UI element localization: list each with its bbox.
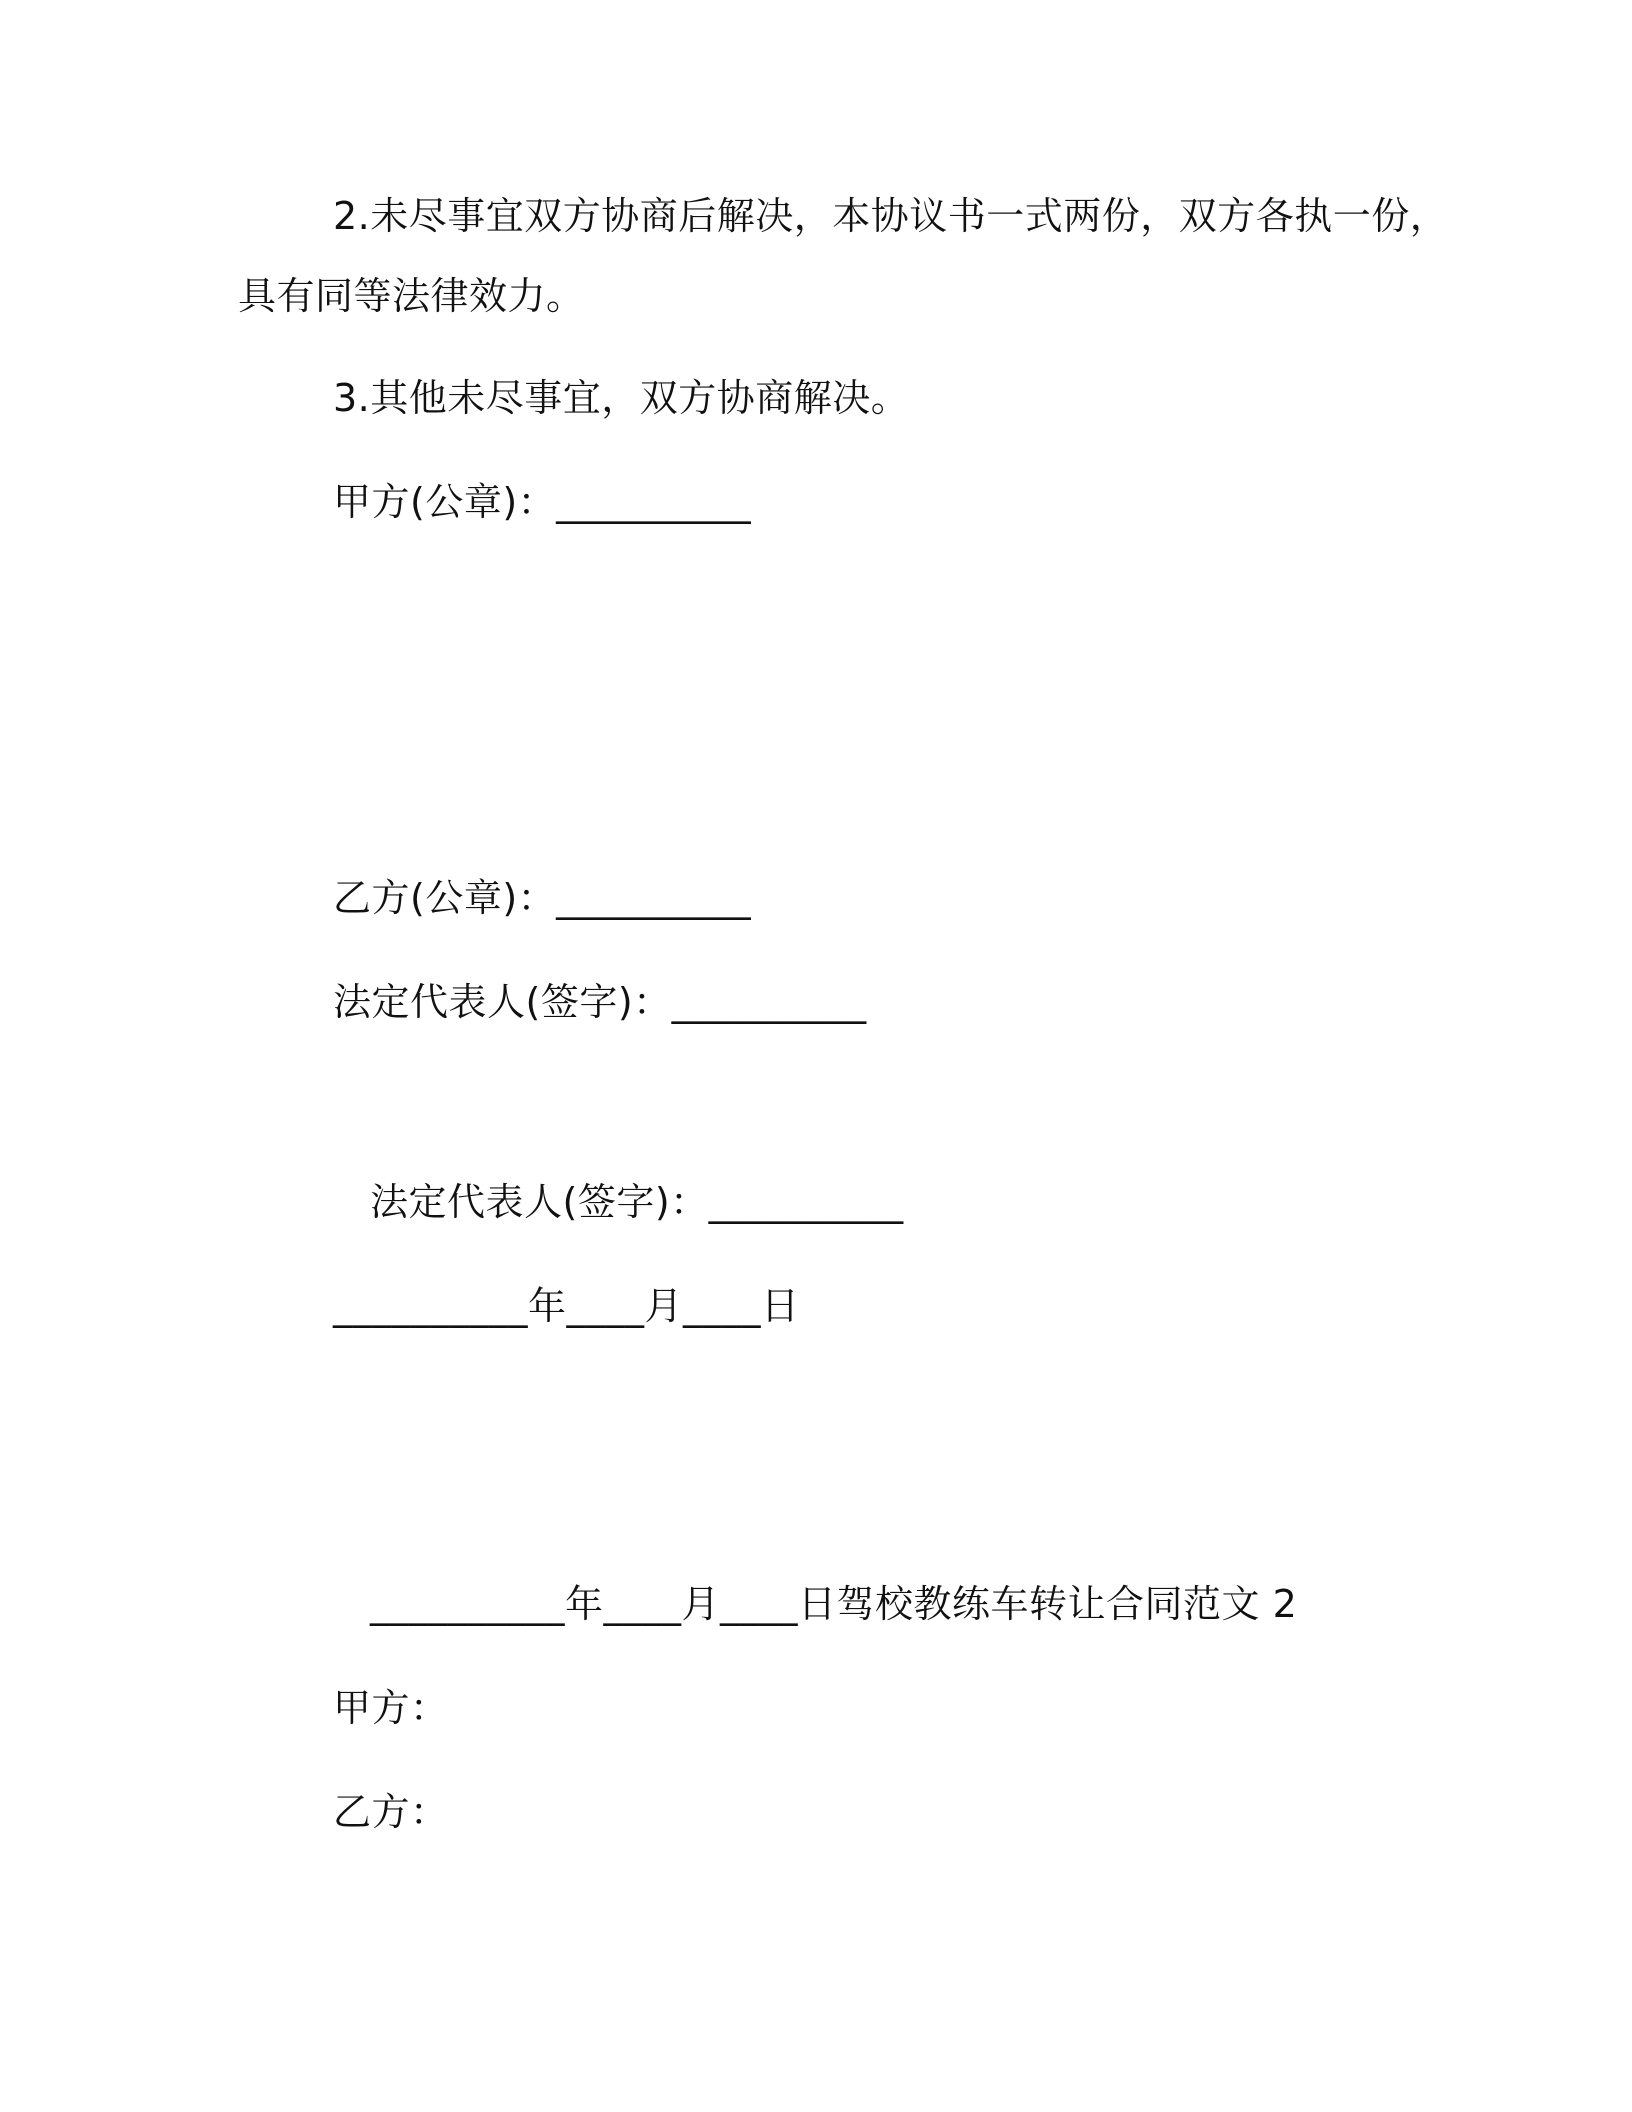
party-a-label: 甲方： xyxy=(333,1686,449,1730)
clause-2-line-1: 2.未尽事宜双方协商后解决，本协议书一式两份，双方各执一份， xyxy=(333,194,1449,238)
party-b-seal-line: 乙方(公章)：__________ xyxy=(333,876,752,920)
party-a-seal-line: 甲方(公章)：__________ xyxy=(333,480,752,524)
date-line: __________年____月____日 xyxy=(333,1284,800,1328)
legal-representative-line-1: 法定代表人(签字)：__________ xyxy=(333,980,867,1024)
party-b-label: 乙方： xyxy=(333,1790,449,1834)
clause-2-line-2: 具有同等法律效力。 xyxy=(238,274,585,318)
contract-title-line: __________年____月____日驾校教练车转让合同范文 2 xyxy=(370,1582,1298,1626)
legal-representative-line-2: 法定代表人(签字)：__________ xyxy=(370,1180,904,1224)
clause-3: 3.其他未尽事宜，双方协商解决。 xyxy=(333,376,910,420)
